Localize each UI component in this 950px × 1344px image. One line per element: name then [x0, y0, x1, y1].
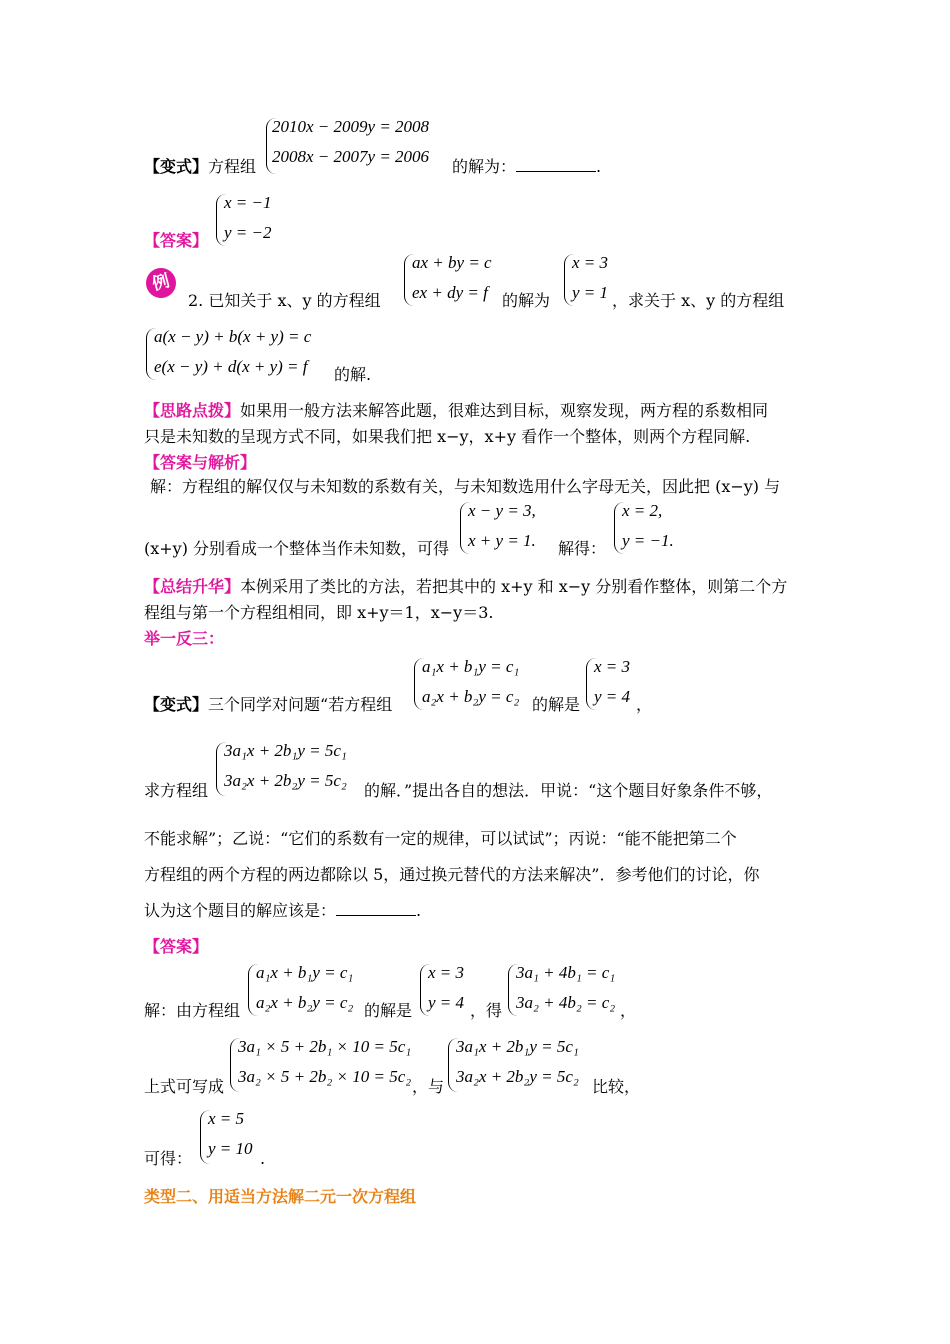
- hint-line: 只是未知数的呈现方式不同，如果我们把 x−y，x+y 看作一个整体，则两个方程同解.: [144, 427, 751, 446]
- text: .: [260, 1149, 266, 1168]
- text: ，: [636, 695, 653, 714]
- answer-blank[interactable]: [336, 901, 416, 916]
- variant-line: [144, 694, 392, 716]
- text: 求方程组: [144, 781, 209, 800]
- text: 认为这个题目的解应该是：: [144, 901, 337, 920]
- hint-line: [144, 400, 768, 422]
- equation: y = −1.: [622, 531, 674, 550]
- variant-line: [144, 156, 256, 178]
- text: 的解．”提出各自的想法．甲说：“这个题目好象条件不够，: [364, 781, 773, 800]
- text: .: [416, 901, 422, 920]
- section-title: 类型二、用适当方法解二元一次方程组: [144, 1187, 417, 1206]
- example-text: 2. 已知关于 x、y 的方程组: [188, 291, 381, 310]
- equation: 3a₁x + 2b₁y = 5c₁: [224, 741, 347, 760]
- variant-last-line: [144, 900, 421, 922]
- summary-line: [144, 576, 787, 598]
- answer-tag: 【答案】: [144, 937, 209, 956]
- solution-tag: 【答案与解析】: [144, 453, 257, 472]
- equation: 3a₂x + 2b₂y = 5c₂: [456, 1067, 579, 1086]
- equation: y = 4: [594, 687, 631, 706]
- equation: 3a₂ × 5 + 2b₂ × 10 = 5c₂: [238, 1067, 412, 1086]
- equation: a₁x + b₁y = c₁: [422, 657, 520, 676]
- equation: ex + dy = f: [412, 283, 488, 302]
- equation: y = −2: [224, 223, 272, 242]
- summary-line: 程组与第一个方程组相同，即 x+y＝1，x−y＝3.: [144, 603, 494, 622]
- equation: y = 1: [572, 283, 609, 302]
- solution-line: 解得：: [558, 539, 607, 558]
- text: 可得：: [144, 1149, 193, 1168]
- equation: a₁x + b₁y = c₁: [256, 963, 354, 982]
- variant-suffix: [452, 156, 601, 178]
- text: 方程组的两个方程的两边都除以 5，通过换元替代的方法来解决”．参考他们的讨论，你: [144, 865, 760, 884]
- text: 的解是: [364, 1001, 413, 1020]
- equation: x = 3: [572, 253, 609, 272]
- equation: 3a₁ + 4b₁ = c₁: [516, 963, 616, 982]
- solution-line: (x+y) 分别看成一个整体当作未知数，可得: [144, 539, 450, 558]
- example-icon: 例: [143, 265, 180, 302]
- answer-tag: 【答案】: [144, 231, 209, 250]
- text: ，得: [470, 1001, 503, 1020]
- answer-blank[interactable]: [516, 157, 596, 172]
- equation: x = 5: [208, 1109, 245, 1128]
- equation: 3a₂ + 4b₂ = c₂: [516, 993, 616, 1012]
- variant-tag: 【变式】: [144, 157, 209, 176]
- text: 的解是: [532, 695, 581, 714]
- equation: 2010x − 2009y = 2008: [272, 117, 430, 136]
- example-text: 的解.: [334, 365, 372, 384]
- solution-line: 解：方程组的解仅仅与未知数的系数有关，与未知数选用什么字母无关，因此把 (x−y) 与: [150, 477, 781, 496]
- text: ，与: [412, 1077, 445, 1096]
- equation: x = 3: [594, 657, 631, 676]
- text: 的解为：: [452, 157, 517, 176]
- equation: 3a₁x + 2b₁y = 5c₁: [456, 1037, 579, 1056]
- equation: y = 10: [208, 1139, 253, 1158]
- text: ，: [620, 1001, 637, 1020]
- equation: a₂x + b₂y = c₂: [422, 687, 520, 706]
- text: 比较，: [592, 1077, 641, 1096]
- example-text: 的解为: [502, 291, 551, 310]
- summary-tag: 【总结升华】: [144, 577, 241, 596]
- text: 如果用一般方法来解答此题，很难达到目标，观察发现，两方程的系数相同: [240, 401, 769, 420]
- equation: x + y = 1.: [468, 531, 536, 550]
- practice-title: 举一反三：: [144, 629, 225, 648]
- variant-tag: 【变式】: [144, 695, 209, 714]
- text: 解：由方程组: [144, 1001, 241, 1020]
- equation: a(x − y) + b(x + y) = c: [154, 327, 312, 346]
- equation: 3a₁ × 5 + 2b₁ × 10 = 5c₁: [238, 1037, 412, 1056]
- text: 方程组: [208, 157, 257, 176]
- equation: a₂x + b₂y = c₂: [256, 993, 354, 1012]
- equation: 3a₂x + 2b₂y = 5c₂: [224, 771, 347, 790]
- equation: x = 2,: [622, 501, 663, 520]
- equation: x − y = 3,: [468, 501, 536, 520]
- equation: ax + by = c: [412, 253, 492, 272]
- equation: e(x − y) + d(x + y) = f: [154, 357, 308, 376]
- text: 不能求解”；乙说：“它们的系数有一定的规律，可以试试”；丙说：“能不能把第二个: [144, 829, 737, 848]
- equation: 2008x − 2007y = 2006: [272, 147, 430, 166]
- text: 本例采用了类比的方法，若把其中的 x+y 和 x−y 分别看作整体，则第二个方: [240, 577, 788, 596]
- hint-tag: 【思路点拨】: [144, 401, 241, 420]
- equation: x = −1: [224, 193, 272, 212]
- text: 上式可写成: [144, 1077, 225, 1096]
- example-text: ，求关于 x、y 的方程组: [612, 291, 785, 310]
- equation: y = 4: [428, 993, 465, 1012]
- equation: x = 3: [428, 963, 465, 982]
- text: .: [596, 157, 602, 176]
- text: 三个同学对问题“若方程组: [208, 695, 393, 714]
